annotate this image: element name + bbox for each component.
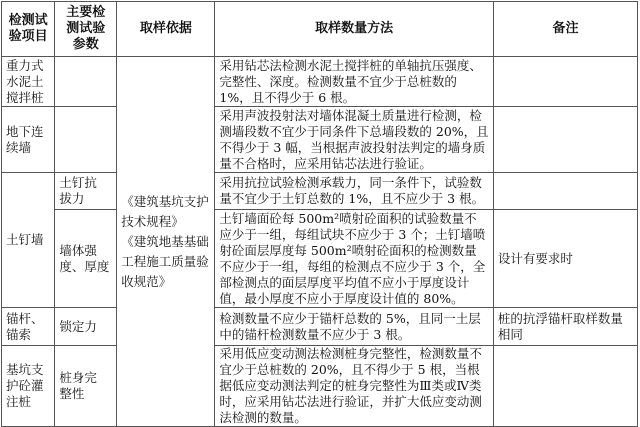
cell-method: 采用抗拉试验检测承载力，同一条件下，试验数量不宜少于土钉总数的 1%，且不应少于 3 根。 xyxy=(215,173,494,210)
cell-note xyxy=(493,107,637,173)
cell-method: 采用声波投射法对墙体混凝土质量进行检测，检测墙段数不宜少于同条件下总墙段数的 20%，且不得少于 3 幅，当根据声波投射法判定的墙身质量不合格时，应采用钻芯法进行验证。 xyxy=(215,107,494,173)
cell-param: 墙体强 度、厚度 xyxy=(55,210,117,308)
cell-note xyxy=(493,346,637,427)
table-row xyxy=(2,346,638,427)
cell-item: 土钉墙 xyxy=(2,173,55,308)
cell-note: 设计有要求时 xyxy=(493,210,637,308)
cell-item: 重力式 水泥土 搅拌桩 xyxy=(2,57,55,107)
cell-param: 土钉抗 拔力 xyxy=(55,173,117,210)
cell-param: 锁定力 xyxy=(55,308,117,346)
header-main-params: 主要检 测试验 参数 xyxy=(55,2,117,57)
table-row xyxy=(2,173,638,210)
cell-item: 基坑支 护砼灌 注桩 xyxy=(2,346,55,427)
cell-note xyxy=(493,173,637,210)
cell-param xyxy=(55,57,117,107)
cell-note xyxy=(493,57,637,107)
cell-item: 地下连 续墙 xyxy=(2,107,55,173)
cell-item: 锚杆、 锚索 xyxy=(2,308,55,346)
cell-param: 桩身完 整性 xyxy=(55,346,117,427)
cell-method: 土钉墙面砼每 500m²喷射砼面积的试验数量不应少于一组，每组试块不应少于 3 个；土钉墙喷射砼面层厚度每 500m²喷射砼面积的检测数量不应少于一组，每组的检测点不应少于 3 个，全部检测点的面层厚度平均值不应小于厚度设计值，最小厚度不应小于厚度设计值的 80%。 xyxy=(215,210,494,308)
cell-note: 桩的抗浮锚杆取样数量相同 xyxy=(493,308,637,346)
table-row xyxy=(2,210,638,308)
table-row xyxy=(2,107,638,173)
cell-method: 采用低应变动测法检测桩身完整性，检测数量不宜少于总桩数的 20%，且不得少于 5 根，当根据低应变动测法判定的桩身完整性为Ⅲ类或Ⅳ类时，应采用钻芯法进行验证，并扩大低应变动测法检测的数量。 xyxy=(215,346,494,427)
header-remarks: 备注 xyxy=(493,2,637,57)
table-header-row xyxy=(2,2,638,57)
header-sampling-method: 取样数量方法 xyxy=(215,2,494,57)
cell-method: 采用钻芯法检测水泥土搅拌桩的单轴抗压强度、完整性、深度。检测数量不宜少于总桩数的 1%，且不得少于 6 根。 xyxy=(215,57,494,107)
sampling-table xyxy=(1,1,638,427)
cell-sampling-basis: 《建筑基坑支护 技术规程》 《建筑地基基础 工程施工质量验 收规范》 xyxy=(117,57,215,427)
header-sampling-basis: 取样依据 xyxy=(117,2,215,57)
cell-method: 检测数量不应少于锚杆总数的 5%，且同一土层中的锚杆检测数量不应少于 3 根。 xyxy=(215,308,494,346)
cell-param xyxy=(55,107,117,173)
table-row xyxy=(2,57,638,107)
table-row xyxy=(2,308,638,346)
header-test-item: 检测试 验项目 xyxy=(2,2,55,57)
